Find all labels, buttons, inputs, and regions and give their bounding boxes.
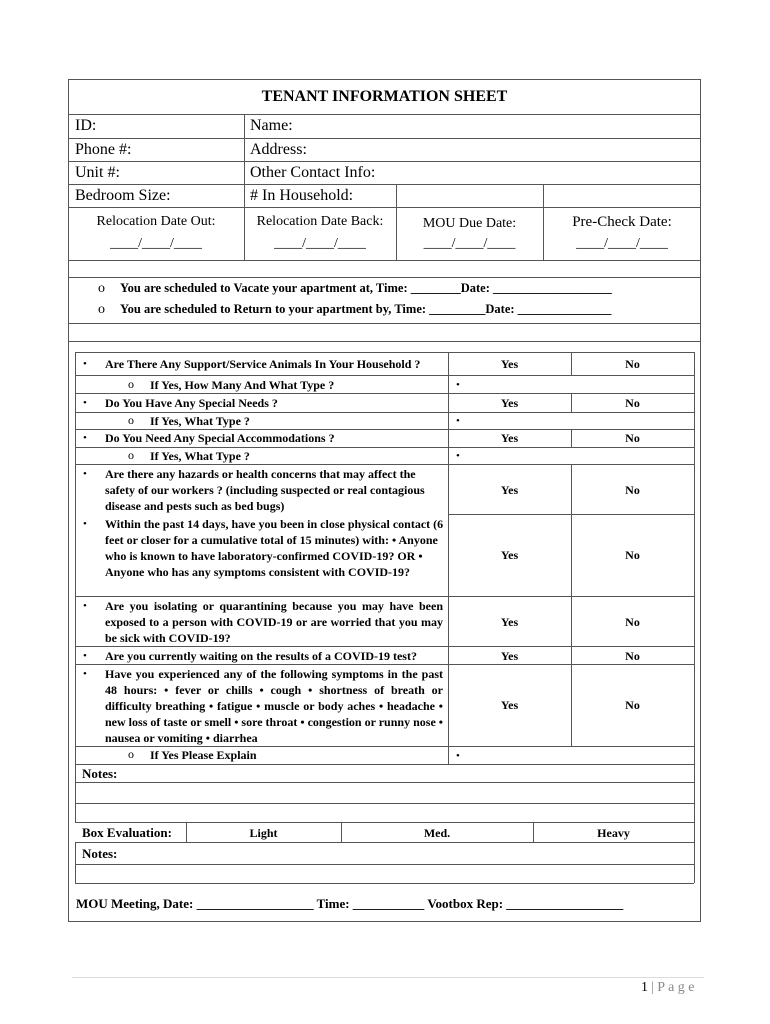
- relocation-out-label: Relocation Date Out:: [96, 214, 216, 229]
- notes-label-2: Notes:: [82, 846, 118, 861]
- page-label: | P a g e: [651, 980, 695, 995]
- bullet: •: [83, 397, 87, 409]
- box-eval-label: Box Evaluation:: [82, 825, 172, 840]
- bullet: •: [83, 600, 87, 612]
- relocation-out-blank[interactable]: ____/____/____: [110, 236, 202, 251]
- question-8: Have you experienced any of the following symptoms in the past 48 hours: • fever or chills • cough • shortness of breath or difficulty breathing • fatigue • muscle or body aches • headache • new loss of taste or smell • sore throat • congestion or runny nose • nausea or vomiting • diarrhea: [105, 667, 443, 745]
- question-3: Do You Need Any Special Accommodations ?: [105, 431, 335, 445]
- return-line[interactable]: You are scheduled to Return to your apartment by, Time: _________Date: _______________: [120, 302, 612, 316]
- yes-option[interactable]: Yes: [500, 698, 519, 712]
- mou-meeting-line[interactable]: MOU Meeting, Date: __________________ Time: ___________ Vootbox Rep: __________________: [76, 896, 624, 911]
- question-2: Do You Have Any Special Needs ?: [105, 396, 278, 410]
- bedroom-size-field[interactable]: Bedroom Size:: [75, 187, 171, 204]
- bullet: •: [83, 518, 87, 530]
- yes-option[interactable]: Yes: [500, 483, 519, 497]
- question-2-sub: If Yes, What Type ?: [150, 414, 250, 428]
- question-8-sub: If Yes Please Explain: [150, 748, 257, 762]
- box-eval-light[interactable]: Light: [249, 826, 278, 840]
- question-7: Are you currently waiting on the results of a COVID-19 test?: [105, 649, 417, 663]
- household-field[interactable]: # In Household:: [250, 187, 354, 204]
- vacate-line[interactable]: You are scheduled to Vacate your apartment at, Time: ________Date: ___________________: [120, 281, 612, 295]
- yes-option[interactable]: Yes: [500, 431, 519, 445]
- no-option[interactable]: No: [625, 357, 640, 371]
- answer-bullet[interactable]: •: [456, 379, 460, 391]
- no-option[interactable]: No: [625, 431, 640, 445]
- notes-label: Notes:: [82, 766, 118, 781]
- yes-option[interactable]: Yes: [500, 396, 519, 410]
- question-6: Are you isolating or quarantining because you may have been exposed to a person with COVID-19 or are worried that you may be sick with COVID-19?: [105, 599, 443, 645]
- sub-bullet: o: [128, 448, 134, 462]
- no-option[interactable]: No: [625, 649, 640, 663]
- question-4: Are there any hazards or health concerns that may affect the safety of our workers ? (including suspected or real contagious disease and pests such as bed bugs): [105, 467, 425, 513]
- relocation-back-blank[interactable]: ____/____/____: [274, 236, 366, 251]
- yes-option[interactable]: Yes: [500, 357, 519, 371]
- sub-bullet: o: [98, 281, 105, 296]
- bullet: •: [83, 358, 87, 370]
- yes-option[interactable]: Yes: [500, 615, 519, 629]
- box-eval-heavy[interactable]: Heavy: [597, 826, 630, 840]
- sub-bullet: o: [128, 377, 134, 391]
- no-option[interactable]: No: [625, 698, 640, 712]
- sub-bullet: o: [128, 747, 134, 761]
- answer-bullet[interactable]: •: [456, 750, 460, 762]
- question-1: Are There Any Support/Service Animals In Your Household ?: [105, 357, 421, 371]
- pre-check-blank[interactable]: ____/____/____: [576, 236, 668, 251]
- yes-option[interactable]: Yes: [500, 649, 519, 663]
- question-5: Within the past 14 days, have you been in close physical contact (6 feet or closer for a cumulative total of 15 minutes) with: • Anyone who is known to have laboratory-confirmed COVID-19? OR • Anyone who has any symptoms consistent with COVID-19?: [105, 517, 444, 579]
- address-field[interactable]: Address:: [250, 141, 307, 158]
- sub-bullet: o: [98, 302, 105, 317]
- no-option[interactable]: No: [625, 483, 640, 497]
- no-option[interactable]: No: [625, 396, 640, 410]
- bullet: •: [83, 432, 87, 444]
- no-option[interactable]: No: [625, 615, 640, 629]
- box-eval-med[interactable]: Med.: [423, 826, 451, 840]
- phone-field[interactable]: Phone #:: [75, 141, 132, 158]
- unit-field[interactable]: Unit #:: [75, 164, 120, 181]
- bullet: •: [83, 650, 87, 662]
- bullet: •: [83, 668, 87, 680]
- answer-bullet[interactable]: •: [456, 450, 460, 462]
- name-field[interactable]: Name:: [250, 117, 293, 134]
- page-title: TENANT INFORMATION SHEET: [261, 88, 508, 105]
- question-3-sub: If Yes, What Type ?: [150, 449, 250, 463]
- relocation-back-label: Relocation Date Back:: [256, 214, 384, 229]
- bullet: •: [83, 468, 87, 480]
- mou-due-blank[interactable]: ____/____/____: [423, 236, 516, 251]
- pre-check-label: Pre-Check Date:: [572, 214, 672, 230]
- page-number: 1: [641, 980, 648, 995]
- id-field[interactable]: ID:: [75, 117, 97, 134]
- no-option[interactable]: No: [625, 548, 640, 562]
- other-contact-field[interactable]: Other Contact Info:: [250, 164, 376, 181]
- sub-bullet: o: [128, 413, 134, 427]
- mou-due-label: MOU Due Date:: [422, 216, 517, 231]
- question-1-sub: If Yes, How Many And What Type ?: [150, 378, 335, 392]
- answer-bullet[interactable]: •: [456, 415, 460, 427]
- yes-option[interactable]: Yes: [500, 548, 519, 562]
